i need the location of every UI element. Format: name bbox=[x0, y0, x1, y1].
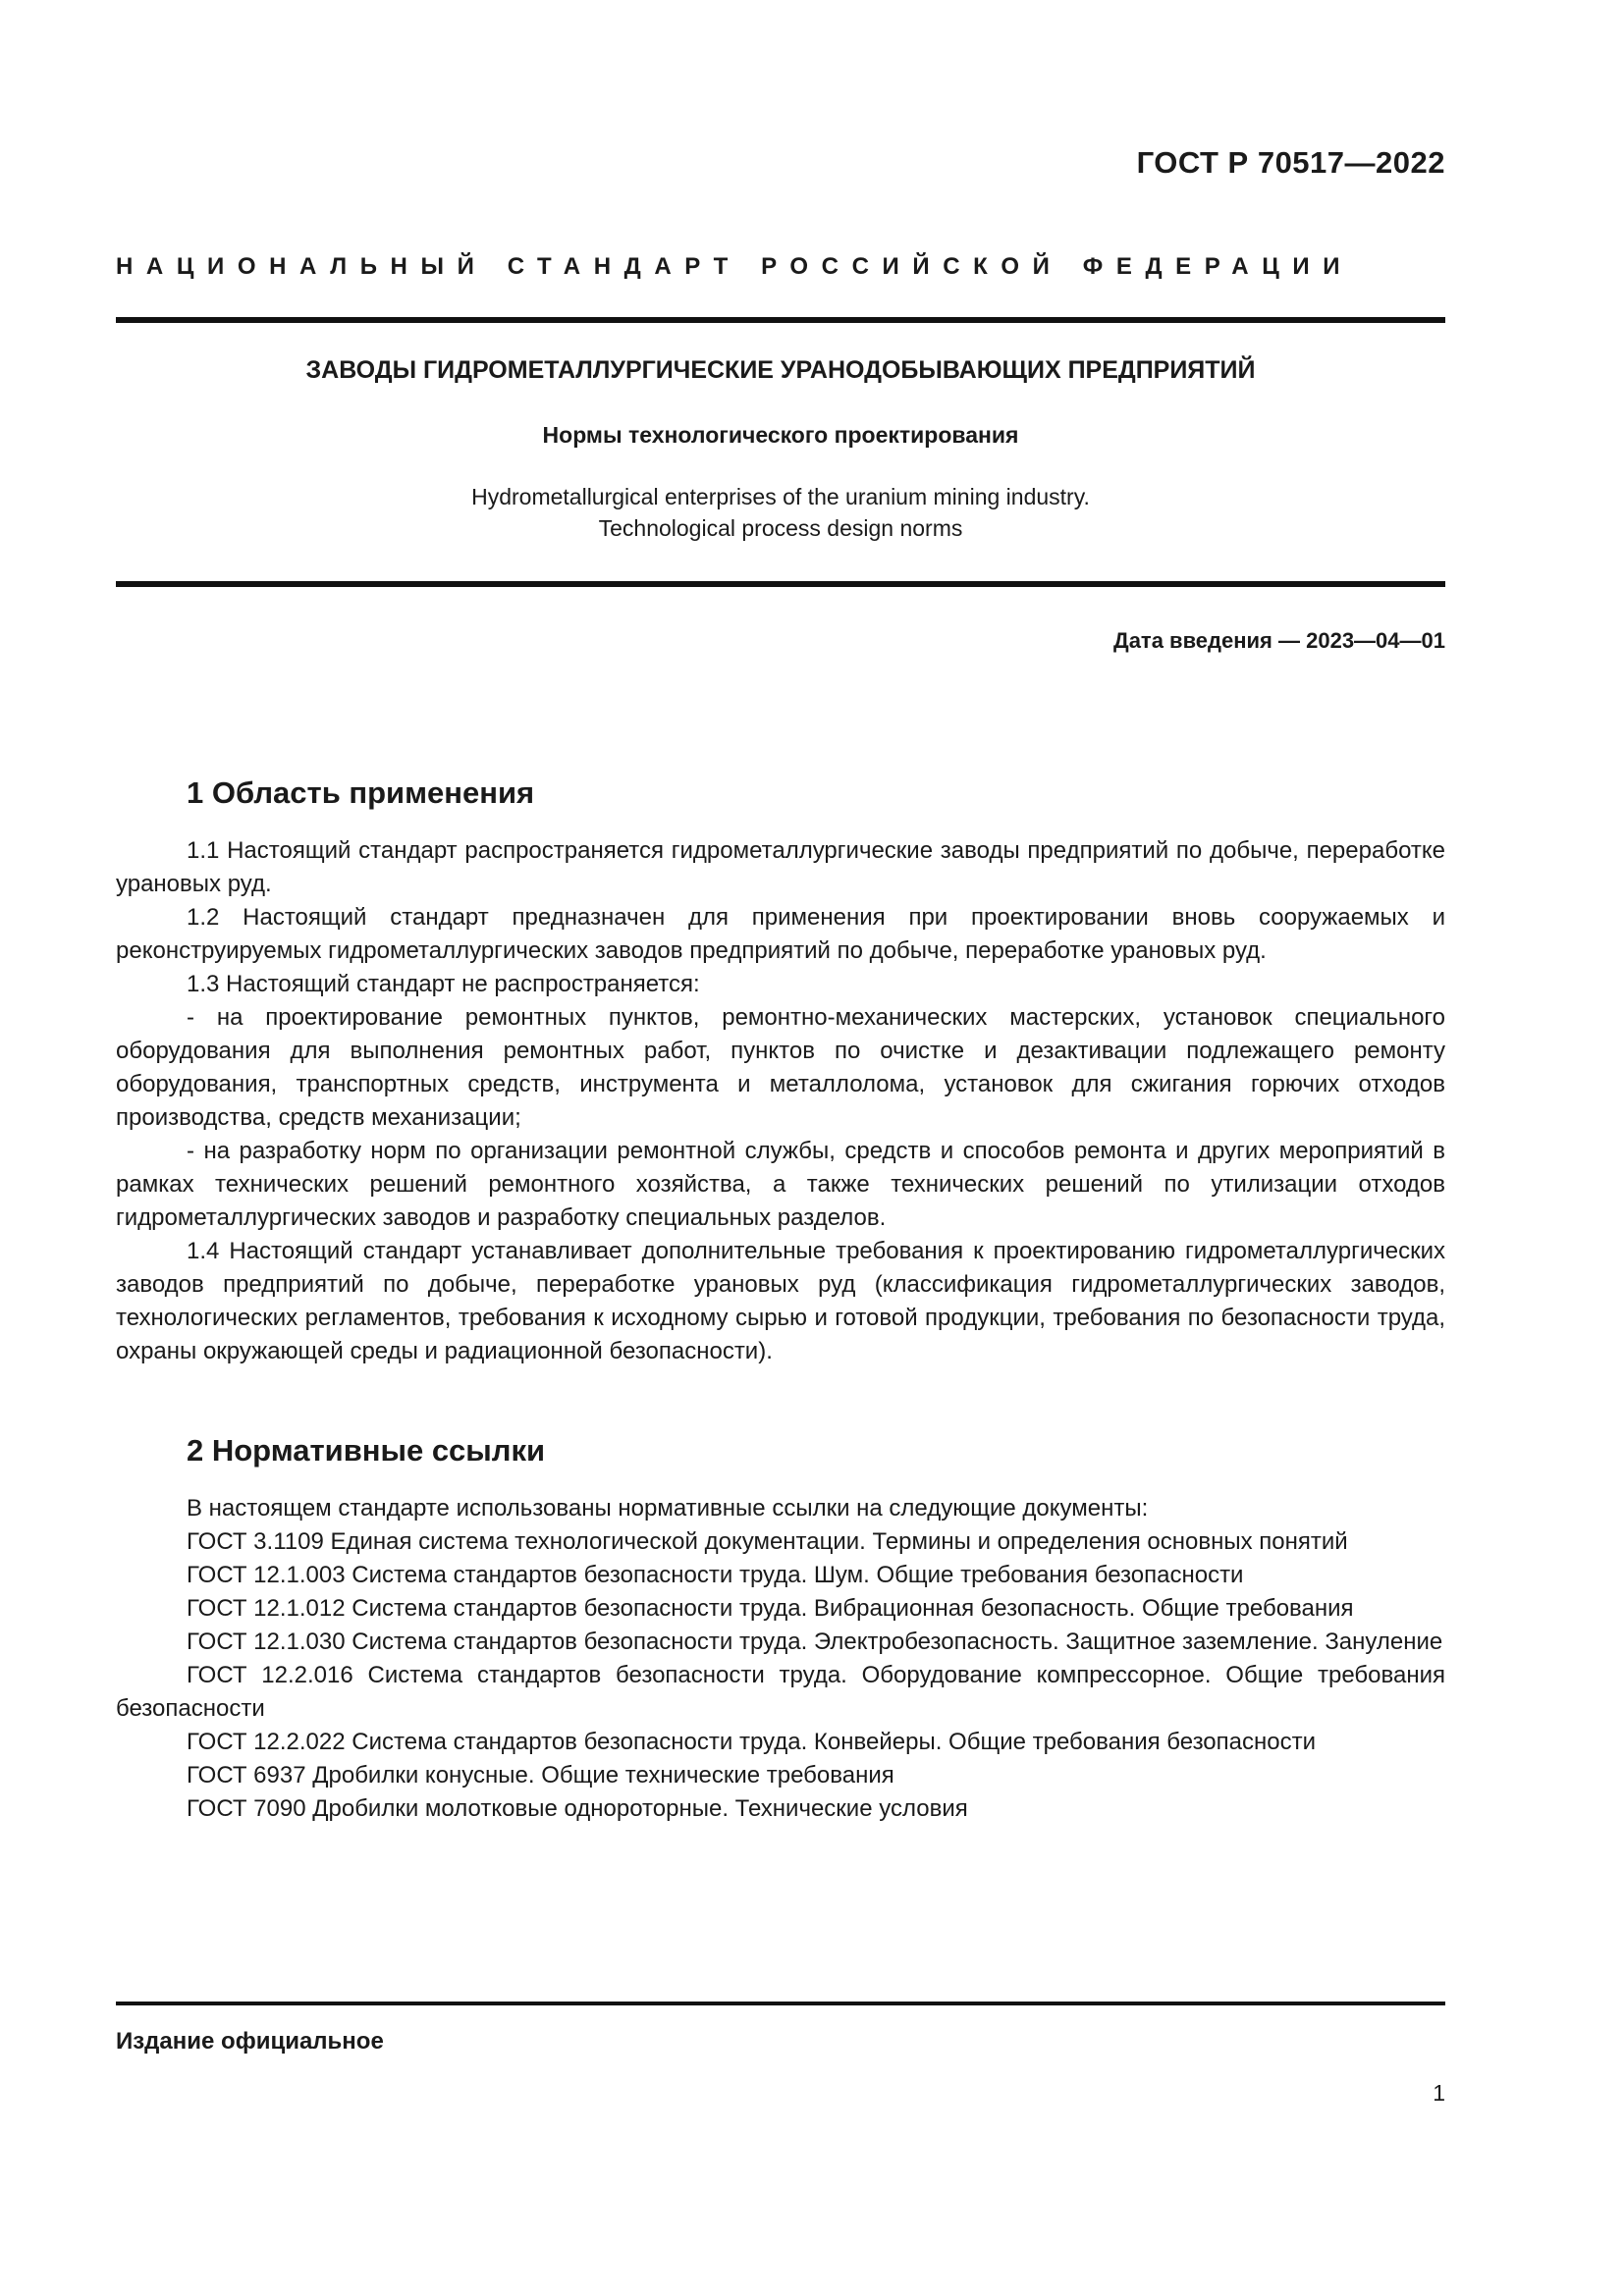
english-title-line-1: Hydrometallurgical enterprises of the uranium mining industry. bbox=[471, 484, 1090, 509]
reference-item: ГОСТ 12.1.012 Система стандартов безопасности труда. Вибрационная безопасность. Общие требования bbox=[187, 1595, 1354, 1622]
page-number: 1 bbox=[1433, 2080, 1445, 2106]
reference-item: ГОСТ 12.1.030 Система стандартов безопасности труда. Электробезопасность. Защитное заземление. Зануление bbox=[187, 1629, 1443, 1655]
section-1-body bbox=[116, 834, 1445, 1368]
document-title: ЗАВОДЫ ГИДРОМЕТАЛЛУРГИЧЕСКИЕ УРАНОДОБЫВАЮЩИХ ПРЕДПРИЯТИЙ bbox=[305, 356, 1256, 384]
paragraph-1-1: 1.1 Настоящий стандарт распространяется гидрометаллургические заводы предприятий по добыче, переработке урановых руд. bbox=[116, 837, 1445, 897]
english-title bbox=[116, 481, 1445, 544]
introduction-date: Дата введения — 2023—04—01 bbox=[1113, 628, 1445, 653]
doc-number: ГОСТ Р 70517—2022 bbox=[1136, 145, 1445, 180]
document-subtitle: Нормы технологического проектирования bbox=[542, 422, 1019, 448]
reference-item: ГОСТ 12.1.003 Система стандартов безопасности труда. Шум. Общие требования безопасности bbox=[187, 1562, 1244, 1588]
paragraph-1-3-item-2: - на разработку норм по организации ремонтной службы, средств и способов ремонта и других мероприятий в рамках технических решений ремонтного хозяйства, а также технических решений по утилизации отходов гидрометаллургических заводов и разработку специальных разделов. bbox=[116, 1138, 1445, 1231]
references-intro: В настоящем стандарте использованы нормативные ссылки на следующие документы: bbox=[187, 1495, 1149, 1522]
top-rule bbox=[116, 317, 1445, 323]
paragraph-1-3-item-1: - на проектирование ремонтных пунктов, ремонтно-механических мастерских, установок специального оборудования для выполнения ремонтных работ, пунктов по очистке и дезактивации подлежащего ремонту оборудования, транспортных средств, инструмента и металлолома, установок для сжигания горючих отходов производства, средств механизации; bbox=[116, 1004, 1445, 1131]
english-title-line-2: Technological process design norms bbox=[598, 515, 963, 541]
footer-rule bbox=[116, 2002, 1445, 2005]
section-2-heading: 2 Нормативные ссылки bbox=[187, 1433, 546, 1468]
reference-item: ГОСТ 6937 Дробилки конусные. Общие технические требования bbox=[187, 1762, 894, 1789]
reference-item: ГОСТ 3.1109 Единая система технологической документации. Термины и определения основных понятий bbox=[187, 1528, 1348, 1555]
paragraph-1-3: 1.3 Настоящий стандарт не распространяется: bbox=[187, 971, 700, 997]
paragraph-1-2: 1.2 Настоящий стандарт предназначен для применения при проектировании вновь сооружаемых и реконструируемых гидрометаллургических заводов предприятий по добыче, переработке урановых руд. bbox=[116, 904, 1445, 964]
reference-item: ГОСТ 12.2.016 Система стандартов безопасности труда. Оборудование компрессорное. Общие требования безопасности bbox=[116, 1662, 1445, 1722]
national-standard-banner: НАЦИОНАЛЬНЫЙ СТАНДАРТ РОССИЙСКОЙ ФЕДЕРАЦИИ bbox=[116, 253, 1354, 280]
paragraph-1-4: 1.4 Настоящий стандарт устанавливает дополнительные требования к проектированию гидрометаллургических заводов предприятий по добыче, переработке урановых руд (классификация гидрометаллургических заводов, технологических регламентов, требования к исходному сырью и готовой продукции, требования по безопасности труда, охраны окружающей среды и радиационной безопасности). bbox=[116, 1238, 1445, 1364]
official-edition-label: Издание официальное bbox=[116, 2028, 384, 2055]
section-2-body bbox=[116, 1492, 1445, 1826]
reference-item: ГОСТ 7090 Дробилки молотковые однороторные. Технические условия bbox=[187, 1795, 968, 1822]
reference-item: ГОСТ 12.2.022 Система стандартов безопасности труда. Конвейеры. Общие требования безопасности bbox=[187, 1729, 1316, 1755]
title-bottom-rule bbox=[116, 581, 1445, 587]
section-1-heading: 1 Область применения bbox=[187, 775, 535, 810]
